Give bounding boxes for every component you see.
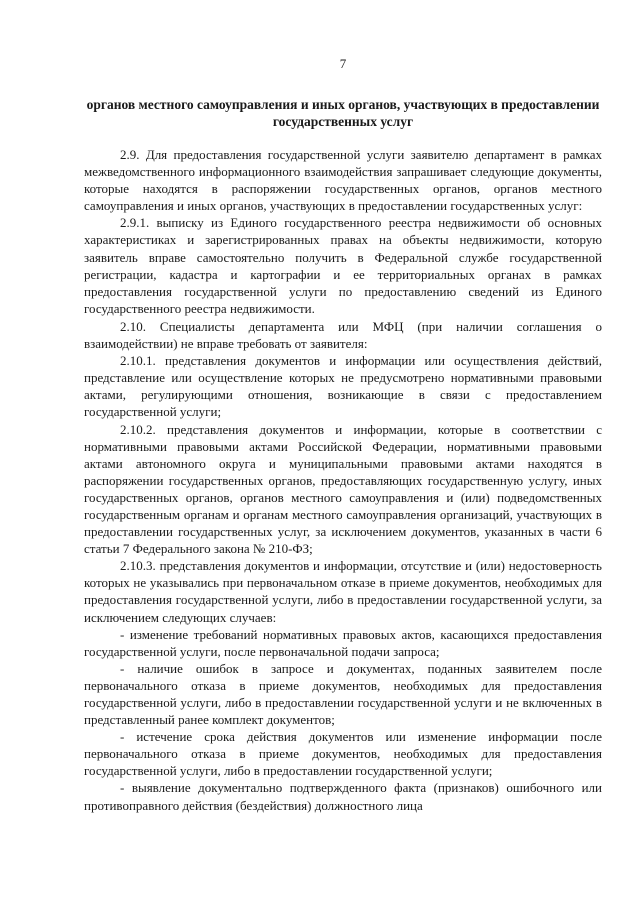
page-number: 7 [339, 56, 347, 71]
paragraph-2-10-3: 2.10.3. представления документов и информации, отсутствие и (или) недостоверность которых не указывались при первоначальном отказе в приеме документов, необходимых для предоставления государственной услуги, либо в предоставлении государственной услуги, за исключением следующих случаев: [84, 558, 602, 625]
list-item-requirements-change: - изменение требований нормативных правовых актов, касающихся предоставления государственной услуги, после первоначальной подачи запроса; [84, 626, 602, 659]
document-body [84, 146, 602, 814]
list-item-misconduct: - выявление документально подтвержденного факта (признаков) ошибочного или противоправного действия (бездействия) должностного лица [84, 780, 602, 813]
list-item-errors: - наличие ошибок в запросе и документах, поданных заявителем после первоначального отказа в приеме документов, необходимых для предоставления государственной услуги, либо в предоставлении государственной услуги и не включенных в представленный ранее комплект документов; [84, 660, 602, 728]
paragraph-2-9: 2.9. Для предоставления государственной услуги заявителю департамент в рамках межведомственного информационного взаимодействия запрашивает следующие документы, которые находятся в распоряжении государственных органов, органов местного самоуправления и иных органов, участвующих в предоставлении государственных услуг: [84, 147, 602, 214]
section-heading: органов местного самоуправления и иных органов, участвующих в предоставлении государственных услуг [86, 97, 600, 129]
paragraph-2-10: 2.10. Специалисты департамента или МФЦ (при наличии соглашения о взаимодействии) не вправе требовать от заявителя: [84, 318, 602, 352]
paragraph-2-10-1: 2.10.1. представления документов и информации или осуществления действий, представление или осуществление которых не предусмотрено нормативными правовыми актами, регулирующими отношения, возникающие в связи с предоставлением государственной услуги; [84, 353, 602, 420]
paragraph-2-10-2: 2.10.2. представления документов и информации, которые в соответствии с нормативными правовыми актами Российской Федерации, нормативными правовыми актами автономного округа и муниципальными правовыми актами находятся в распоряжении государственных органов, предоставляющих государственную услугу, иных государственных органов, органов местного самоуправления и (или) подведомственных государственным органам и органам местного самоуправления организаций, участвующих в предоставлении государственных услуг, за исключением документов, указанных в части 6 статьи 7 Федерального закона № 210-ФЗ; [84, 421, 602, 557]
list-item-expiry: - истечение срока действия документов или изменение информации после первоначального отказа в приеме документов, необходимых для предоставления государственной услуги, либо в предоставлении государственной услуги; [84, 729, 602, 779]
paragraph-2-9-1: 2.9.1. выписку из Единого государственного реестра недвижимости об основных характеристиках и зарегистрированных правах на объекты недвижимости, которую заявитель вправе самостоятельно получить в Федеральной службе государственной регистрации, кадастра и картографии и ее территориальных органах в рамках предоставления государственной услуги по предоставлению сведений из Единого государственного реестра недвижимости. [84, 215, 602, 316]
